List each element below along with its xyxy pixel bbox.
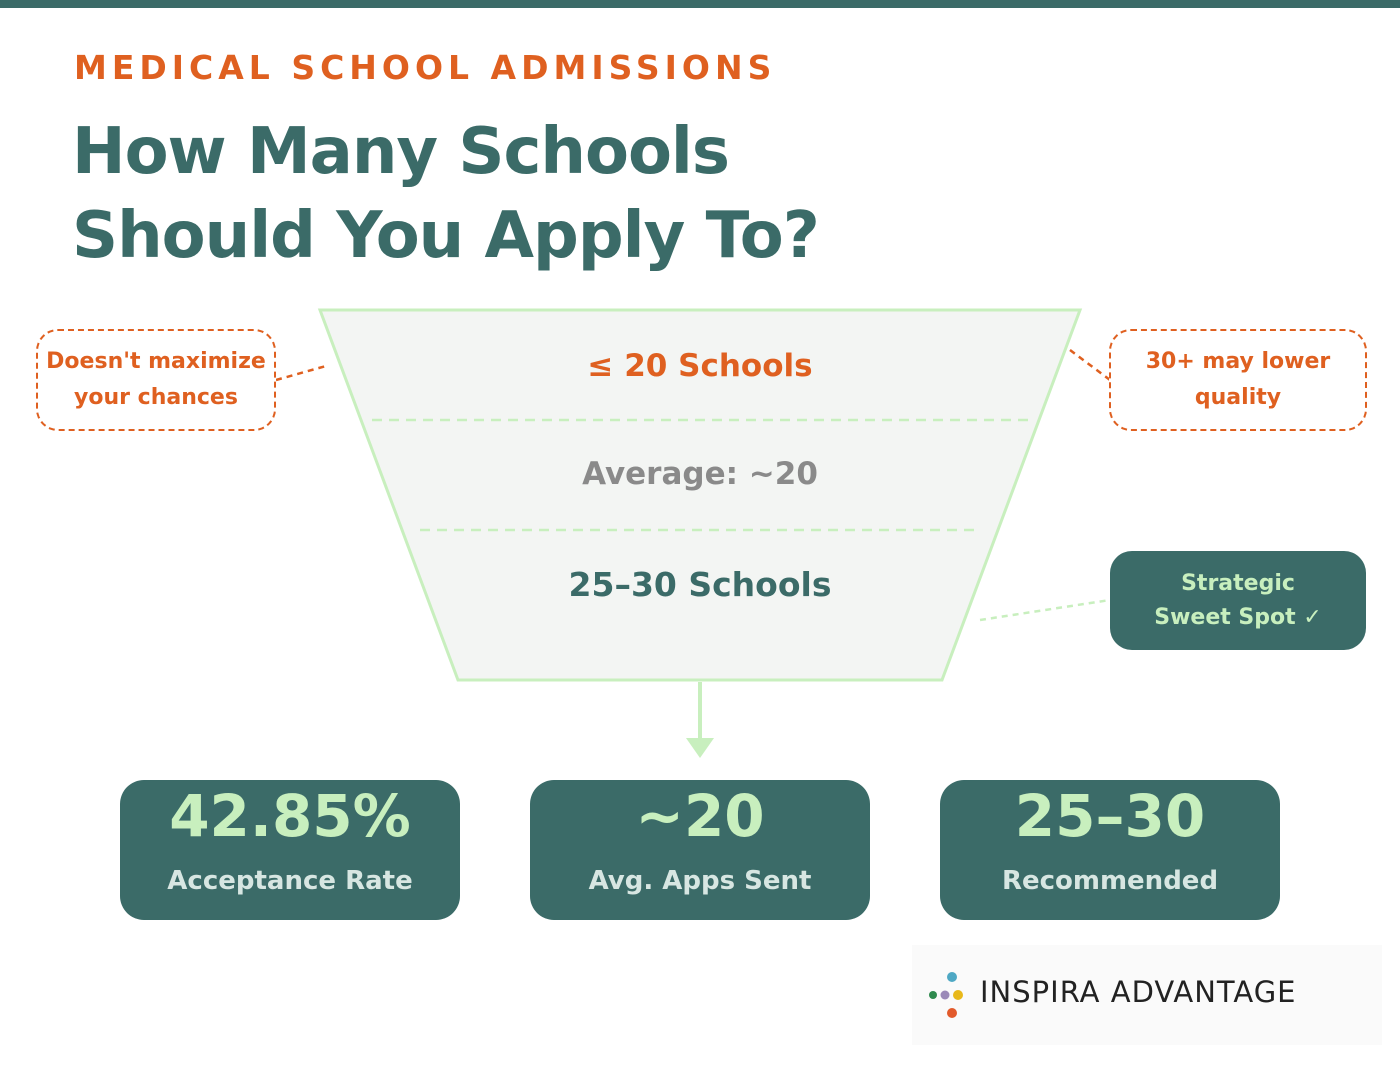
sweet-spot-badge: [1110, 551, 1366, 650]
sweet-spot-line-2: Sweet Spot ✓: [1154, 604, 1322, 630]
down-arrow-head: [686, 738, 714, 758]
note-may-lower-quality: [1109, 329, 1367, 431]
brand-dot-top: [947, 972, 957, 982]
brand-dot-right: [953, 990, 963, 1000]
note-left-line-2: your chances: [74, 385, 238, 410]
sweet-spot-connector: [980, 600, 1110, 620]
note-doesnt-maximize: [36, 329, 276, 431]
brand-logo-icon: [920, 971, 970, 1019]
sweet-spot-line-1: Strategic: [1181, 570, 1295, 596]
brand-dot-bottom: [947, 1008, 957, 1018]
stat-card-acceptance-rate: [120, 780, 460, 920]
stat-value: ~20: [635, 782, 765, 850]
note-right-line-1: 30+ may lower: [1145, 349, 1331, 374]
brand-footer: [912, 945, 1382, 1045]
stat-label: Avg. Apps Sent: [588, 866, 812, 896]
stat-label: Recommended: [1001, 866, 1219, 896]
brand-dot-left: [929, 991, 937, 999]
stat-value: 25–30: [1014, 782, 1206, 850]
funnel-tier-top-label: ≤ 20 Schools: [587, 348, 813, 384]
brand-dot-center: [941, 991, 950, 1000]
note-right-line-2: quality: [1194, 385, 1282, 410]
stat-value: 42.85%: [169, 782, 411, 850]
eyebrow-label: MEDICAL SCHOOL ADMISSIONS: [74, 48, 777, 87]
brand-name: INSPIRA ADVANTAGE: [980, 975, 1297, 1009]
left-note-connector: [276, 366, 326, 380]
funnel-tier-middle-label: Average: ~20: [582, 456, 818, 492]
funnel-tier-bottom-label: 25–30 Schools: [568, 565, 832, 604]
title-line-2: Should You Apply To?: [72, 199, 819, 273]
stat-card-recommended: [940, 780, 1280, 920]
title-line-1: How Many Schools: [72, 115, 729, 189]
stat-card-avg-apps: [530, 780, 870, 920]
right-note-connector: [1070, 350, 1110, 380]
stat-label: Acceptance Rate: [167, 866, 413, 896]
note-left-line-1: Doesn't maximize: [46, 349, 266, 374]
